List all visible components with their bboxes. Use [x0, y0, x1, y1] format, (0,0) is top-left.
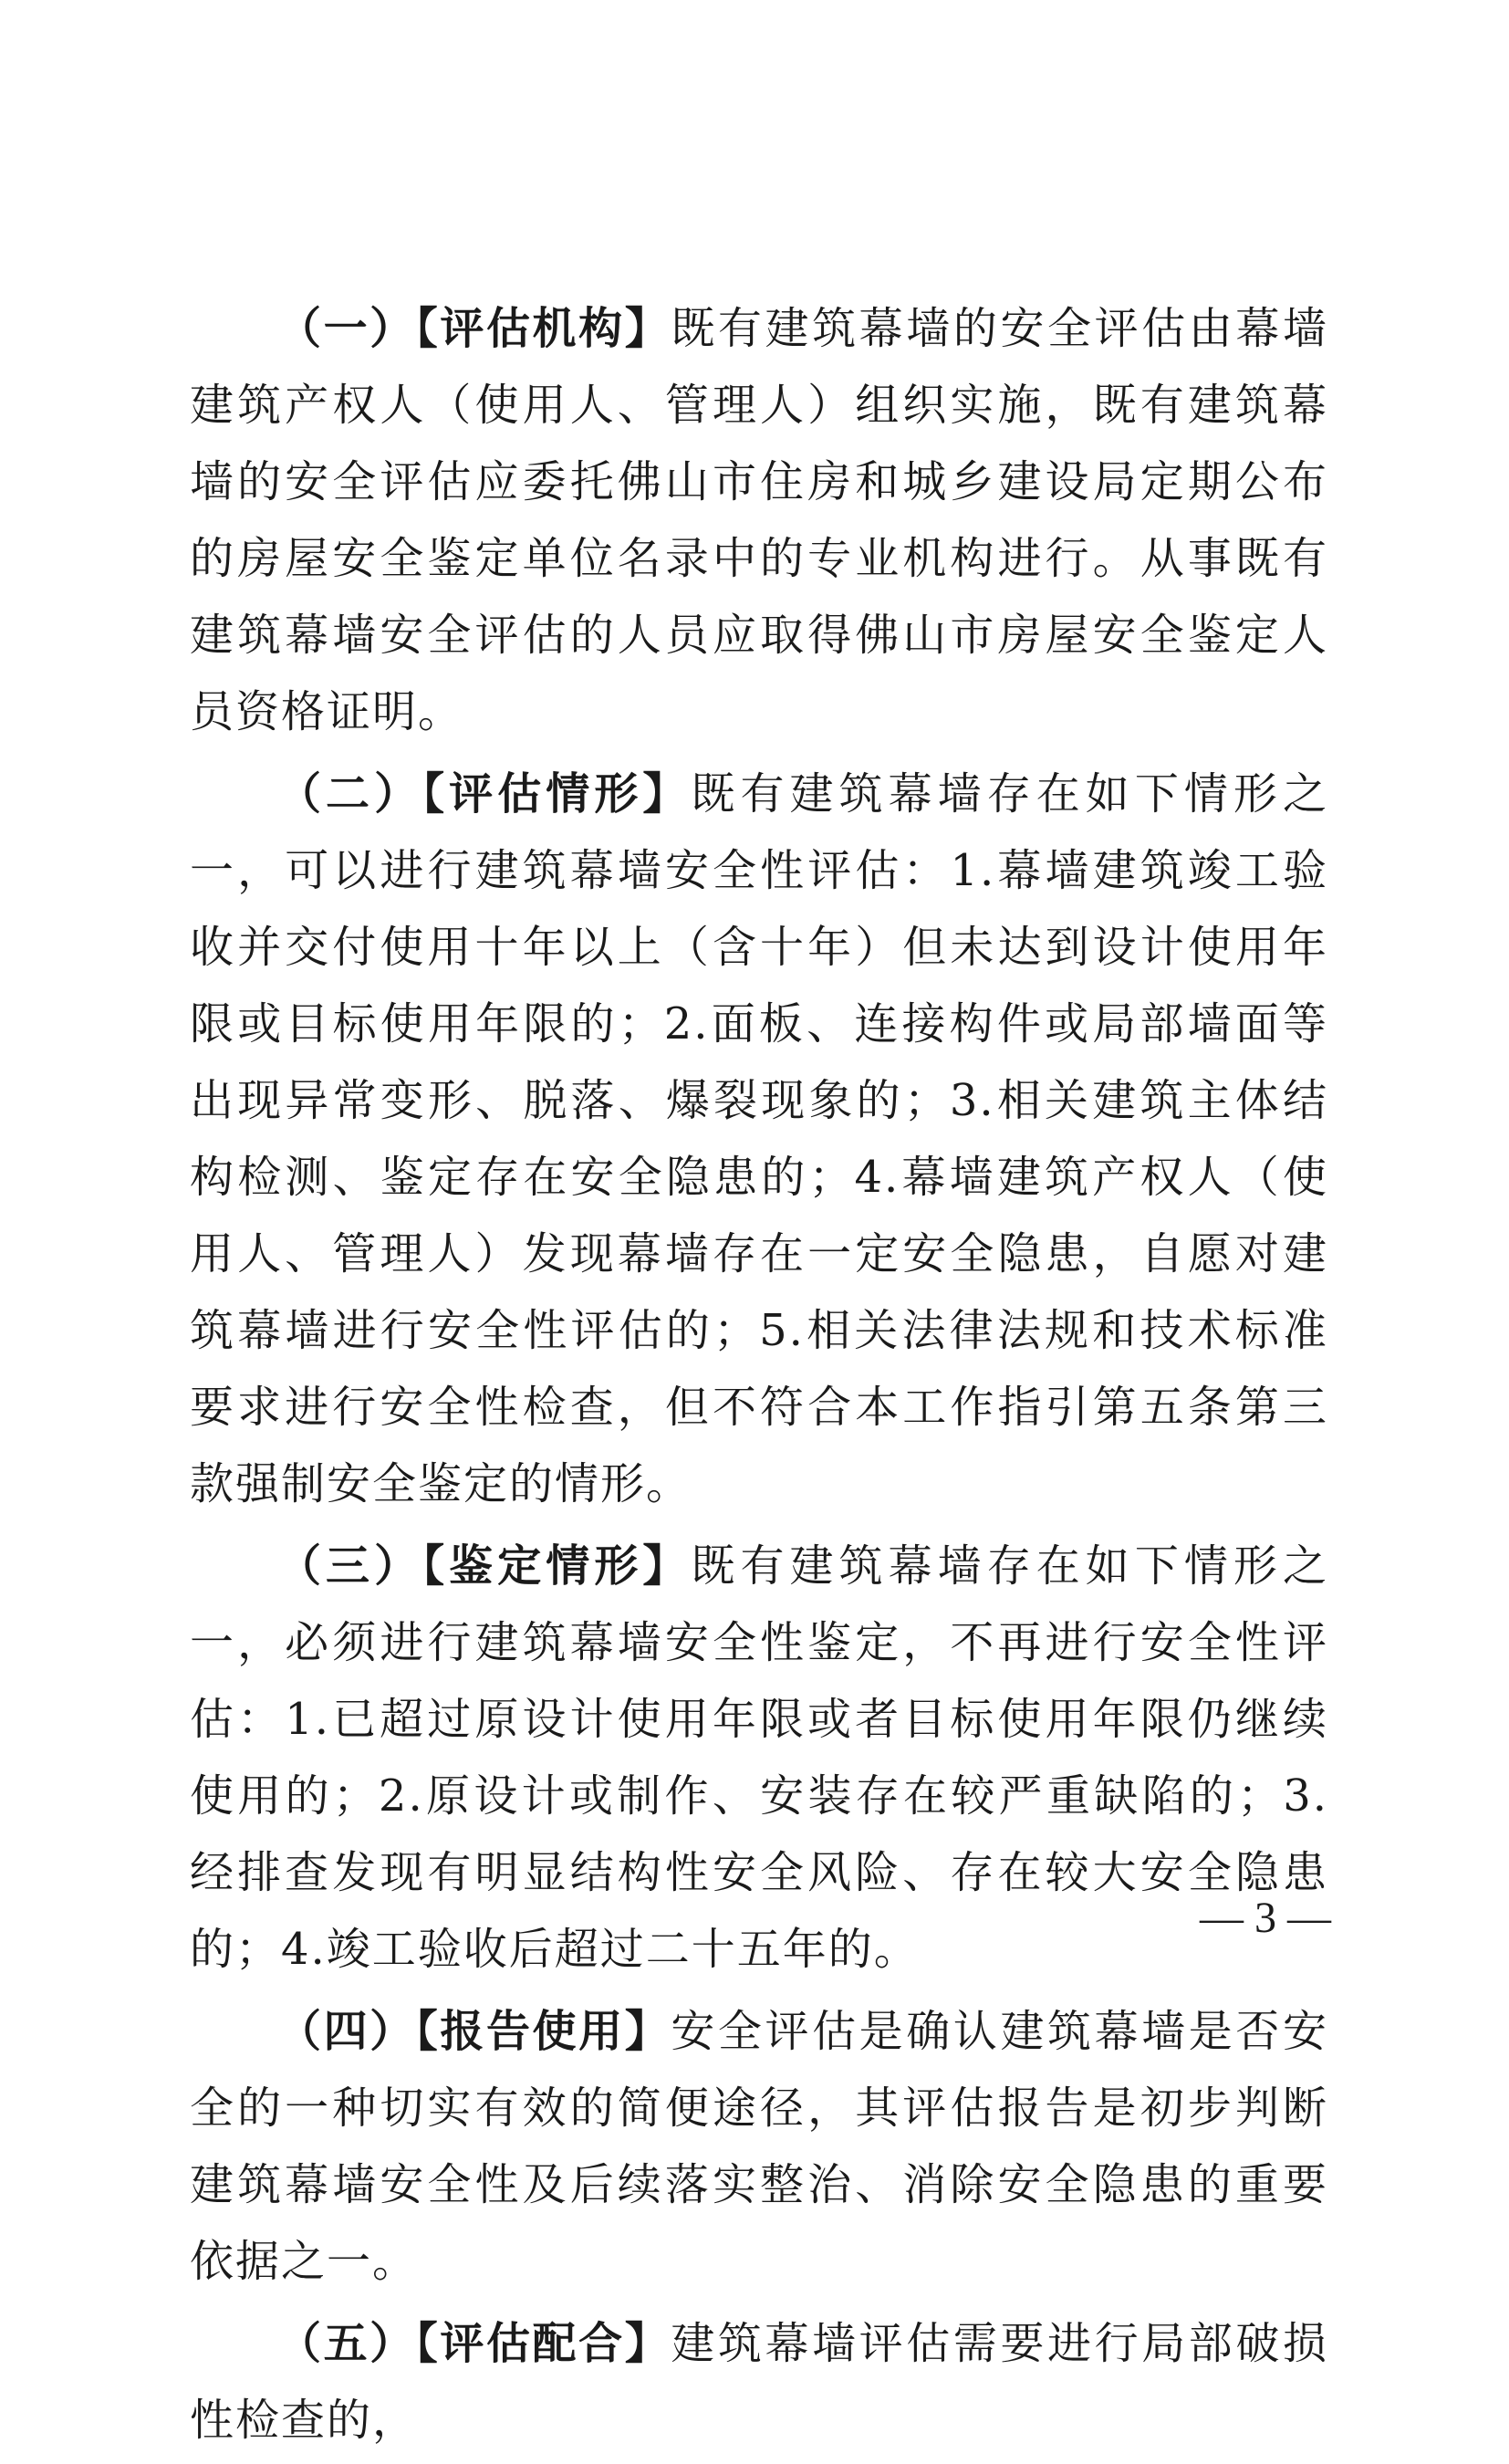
- paragraph-evaluation-situations: [190, 756, 1328, 1522]
- paragraph-evaluation-agency: [190, 290, 1328, 750]
- paragraph-text: 既有建筑幕墙存在如下情形之一，可以进行建筑幕墙安全性评估：1.幕墙建筑竣工验收并交付使用十年以上（含十年）但未达到设计使用年限或目标使用年限的；2.面板、连接构件或局部墙面等出现异常变形、脱落、爆裂现象的；3.相关建筑主体结构检测、鉴定存在安全隐患的；4.幕墙建筑产权人（使用人、管理人）发现幕墙存在一定安全隐患，自愿对建筑幕墙进行安全性评估的；5.相关法律法规和技术标准要求进行安全性检查，但不符合本工作指引第五条第三款强制安全鉴定的情形。: [190, 768, 1328, 1509]
- paragraph-heading: （二）【评估情形】: [277, 768, 692, 820]
- paragraph-text: 既有建筑幕墙的安全评估由幕墙建筑产权人（使用人、管理人）组织实施，既有建筑幕墙的安全评估应委托佛山市住房和城乡建设局定期公布的房屋安全鉴定单位名录中的专业机构进行。从事既有建筑幕墙安全评估的人员应取得佛山市房屋安全鉴定人员资格证明。: [190, 303, 1328, 737]
- paragraph-report-use: [190, 1993, 1328, 2300]
- page-number: — 3 —: [1200, 1894, 1331, 1942]
- paragraph-text: 既有建筑幕墙存在如下情形之一，必须进行建筑幕墙安全性鉴定，不再进行安全性评估：1.已超过原设计使用年限或者目标使用年限仍继续使用的；2.原设计或制作、安装存在较严重缺陷的；3.经排查发现有明显结构性安全风险、存在较大安全隐患的；4.竣工验收后超过二十五年的。: [190, 1540, 1328, 1975]
- paragraph-text: 建筑幕墙评估需要进行局部破损性检查的，: [190, 2318, 1328, 2446]
- paragraph-appraisal-situations: [190, 1528, 1328, 1988]
- paragraph-heading: （五）【评估配合】: [277, 2318, 671, 2369]
- paragraph-heading: （一）【评估机构】: [277, 303, 671, 354]
- paragraph-text: 安全评估是确认建筑幕墙是否安全的一种切实有效的简便途径，其评估报告是初步判断建筑幕墙安全性及后续落实整治、消除安全隐患的重要依据之一。: [190, 2006, 1328, 2287]
- paragraph-heading: （三）【鉴定情形】: [277, 1540, 692, 1592]
- paragraph-evaluation-cooperation: [190, 2305, 1328, 2459]
- document-body: [190, 290, 1328, 2464]
- paragraph-heading: （四）【报告使用】: [277, 2006, 671, 2057]
